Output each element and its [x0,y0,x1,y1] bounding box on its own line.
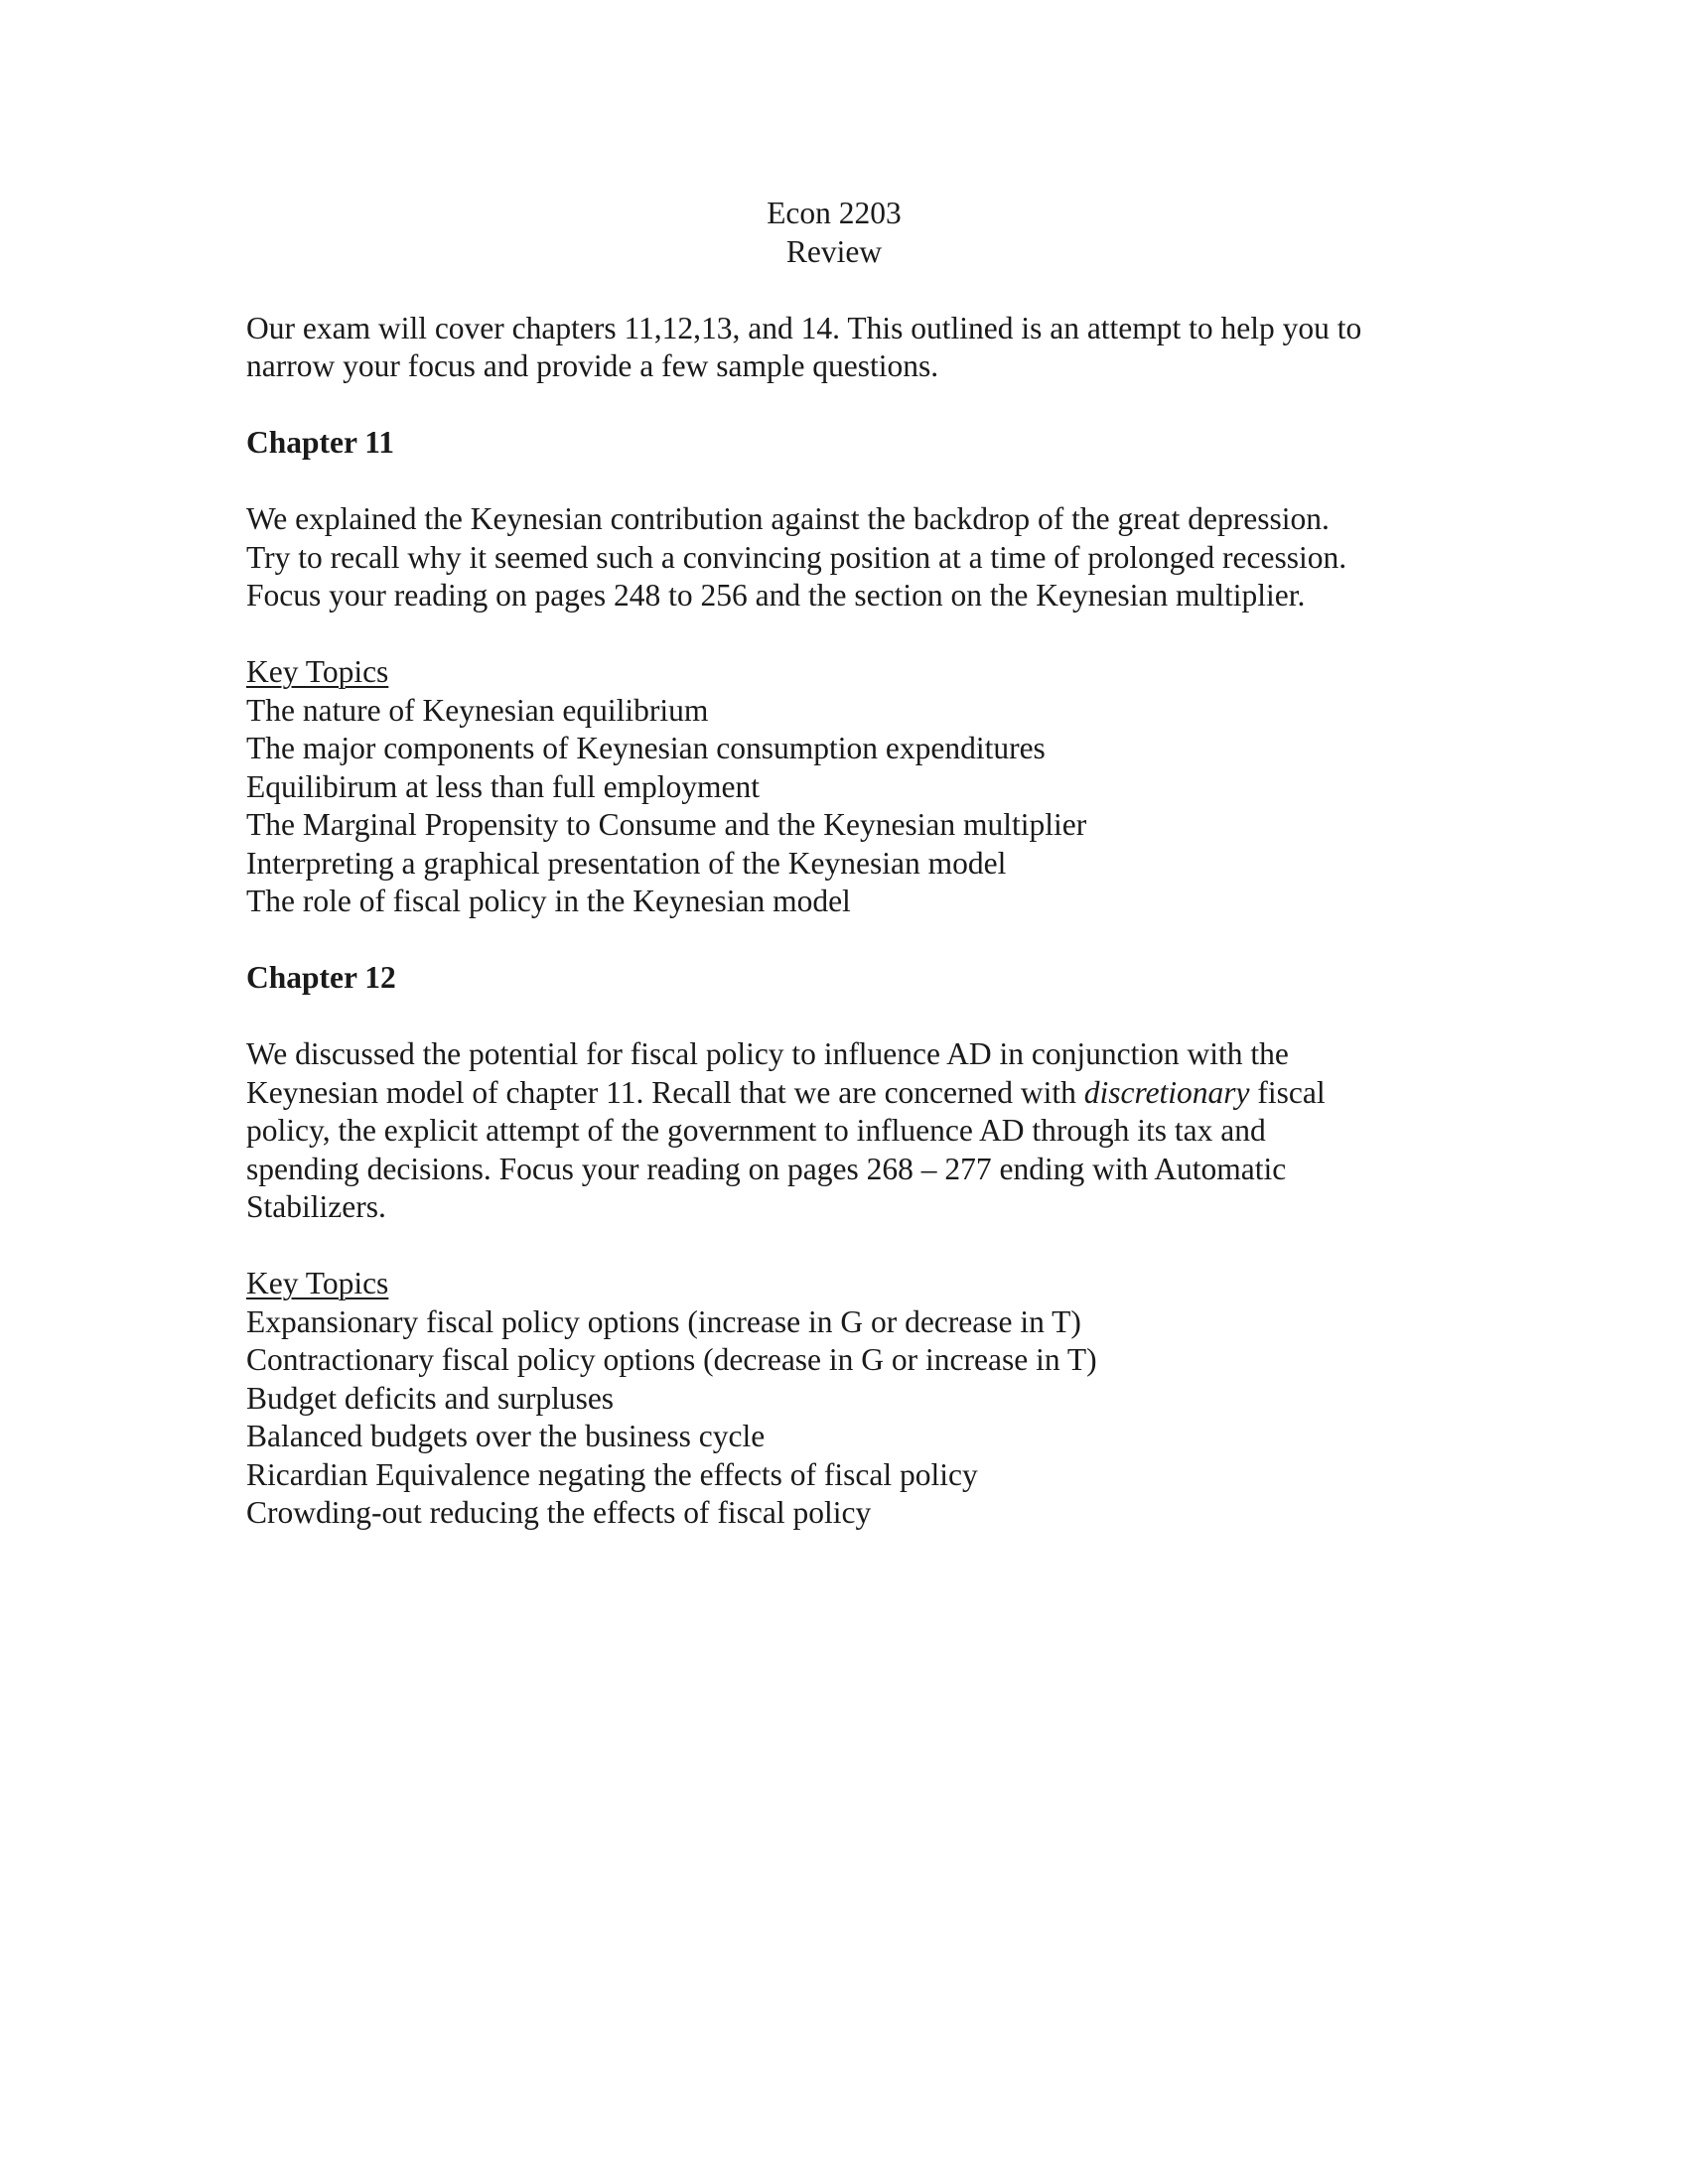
list-item: Ricardian Equivalence negating the effects of fiscal policy [246,1456,978,1492]
paragraph-line: spending decisions. Focus your reading on pages 268 – 277 ending with Automatic [246,1151,1287,1186]
list-item: The role of fiscal policy in the Keynesian model [246,884,851,918]
intro-line: Our exam will cover chapters 11,12,13, and 14. This outlined is an attempt to help you to [246,310,1362,345]
list-item: The nature of Keynesian equilibrium [246,692,709,728]
list-item: Equilibirum at less than full employment [246,768,761,804]
list-item: Expansionary fiscal policy options (increase in G or decrease in T) [246,1303,1081,1339]
chapter-11-key-topics [246,653,1458,921]
intro-paragraph [246,310,1458,386]
title-block [246,195,1438,271]
chapter-12-key-topics [246,1265,1458,1533]
chapter-11-heading: Chapter 11 [246,425,395,460]
list-item: Interpreting a graphical presentation of the Keynesian model [246,845,1007,881]
list-item: The Marginal Propensity to Consume and the Keynesian multiplier [246,807,1087,842]
intro-line: narrow your focus and provide a few sample questions. [246,348,939,383]
paragraph-line: We explained the Keynesian contribution against the backdrop of the great depression. [246,501,1330,536]
paragraph-line: Focus your reading on pages 248 to 256 and the section on the Keynesian multiplier. [246,578,1306,613]
emphasized-word: discretionary [1083,1074,1250,1110]
document-page [246,195,1458,1533]
list-item: Contractionary fiscal policy options (decrease in G or increase in T) [246,1342,1097,1377]
key-topics-label: Key Topics [246,1266,389,1300]
line-text: Keynesian model of chapter 11. Recall that we are concerned with [246,1074,1084,1110]
chapter-12-paragraph [246,1035,1458,1227]
document-title: Review [785,233,883,269]
list-item: The major components of Keynesian consumption expenditures [246,731,1046,765]
line-text: fiscal [1249,1074,1326,1110]
paragraph-line: We discussed the potential for fiscal policy to influence AD in conjunction with the [246,1036,1289,1071]
paragraph-line: policy, the explicit attempt of the government to influence AD through its tax and [246,1113,1266,1148]
list-item: Crowding-out reducing the effects of fiscal policy [246,1495,872,1530]
list-item: Balanced budgets over the business cycle [246,1419,766,1453]
chapter-12-heading: Chapter 12 [246,960,396,995]
course-title: Econ 2203 [767,196,902,230]
paragraph-line [246,1074,1458,1113]
chapter-11-paragraph [246,500,1458,615]
paragraph-line: Try to recall why it seemed such a convincing position at a time of prolonged recession. [246,539,1347,575]
paragraph-line: Stabilizers. [246,1189,386,1224]
key-topics-label: Key Topics [246,654,389,689]
list-item: Budget deficits and surpluses [246,1380,615,1416]
